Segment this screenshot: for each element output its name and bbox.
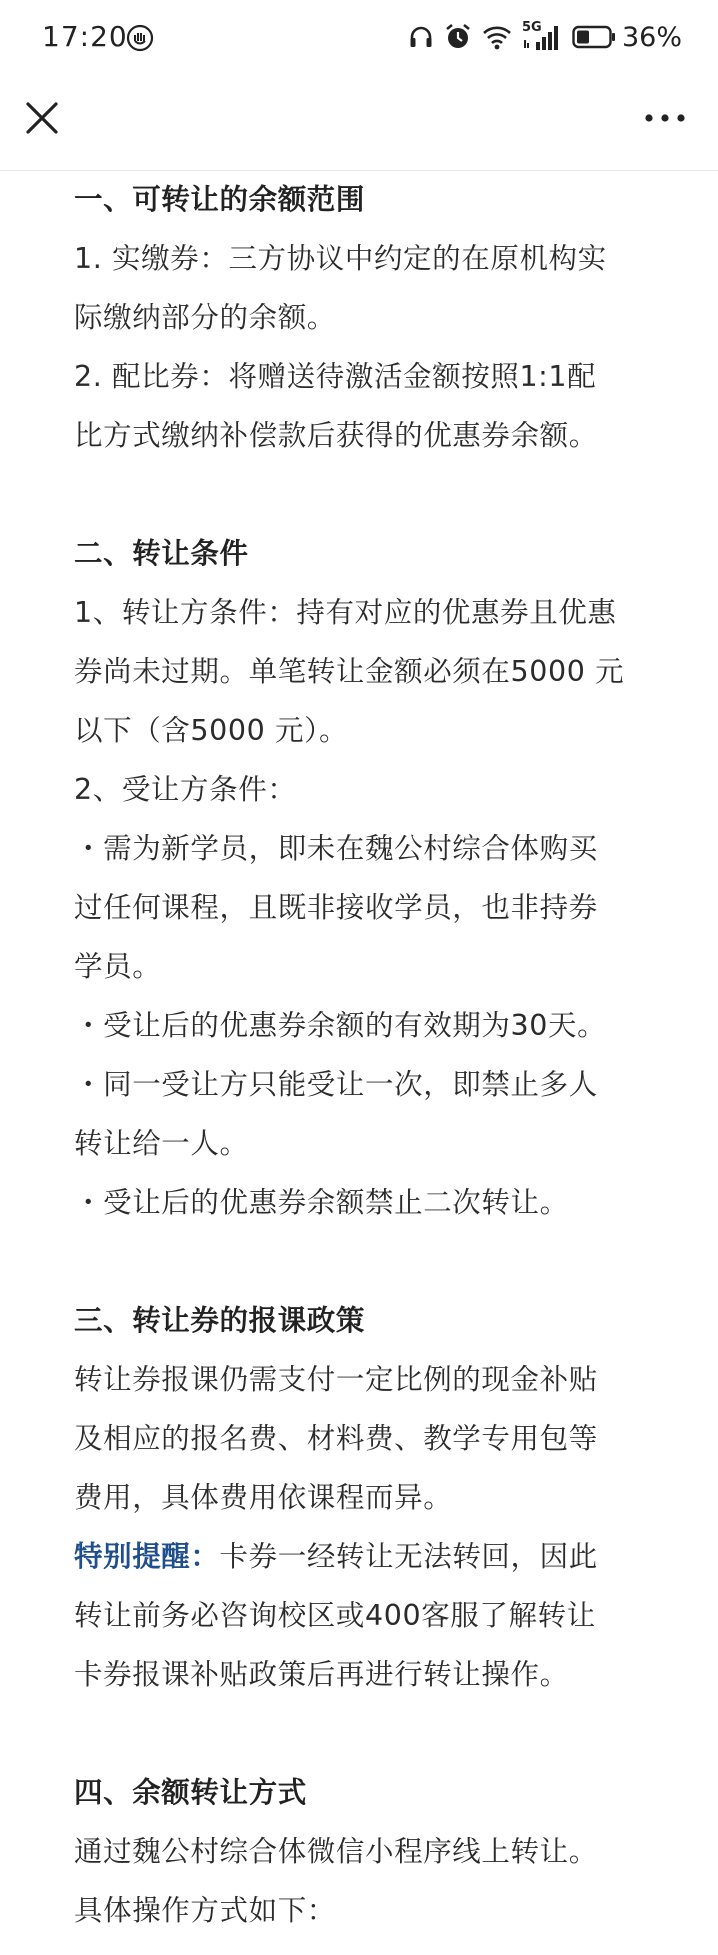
article-content <box>74 170 664 1940</box>
section-heading-2: 二、转让条件 <box>74 537 249 570</box>
paragraph-line: 际缴纳部分的余额。 <box>74 301 336 334</box>
more-button[interactable] <box>640 98 690 138</box>
signal-icon <box>522 22 562 52</box>
headphones-icon <box>408 24 434 50</box>
paragraph-line: 2、受让方条件： <box>74 773 297 806</box>
paragraph-line: 1. 实缴券：三方协议中约定的在原机构实 <box>74 242 607 275</box>
more-icon <box>640 98 690 138</box>
reminder-line <box>74 1527 664 1586</box>
paragraph-line: ・需为新学员，即未在魏公村综合体购买 <box>74 832 598 865</box>
paragraph-line: ・受让后的优惠券余额禁止二次转让。 <box>74 1186 569 1219</box>
paragraph-line: 以下（含5000 元）。 <box>74 714 349 747</box>
close-icon <box>22 98 62 138</box>
paragraph-line: 2. 配比券：将赠送待激活金额按照1:1配 <box>74 360 597 393</box>
status-bar <box>0 0 718 78</box>
paragraph-line: 过任何课程，且既非接收学员，也非持券 <box>74 891 598 924</box>
paragraph-line: 卡券报课补贴政策后再进行转让操作。 <box>74 1658 569 1691</box>
nav-bar <box>0 78 718 171</box>
paragraph-line: 转让券报课仍需支付一定比例的现金补贴 <box>74 1363 598 1396</box>
paragraph-line: ・受让后的优惠券余额的有效期为30天。 <box>74 1009 607 1042</box>
network-type: 5G <box>521 20 542 35</box>
paragraph-line: 费用，具体费用依课程而异。 <box>74 1481 453 1514</box>
close-button[interactable] <box>22 98 62 138</box>
section-heading-1: 一、可转让的余额范围 <box>74 183 366 216</box>
paragraph-line: ・同一受让方只能受让一次，即禁止多人 <box>74 1068 598 1101</box>
reminder-text: 卡券一经转让无法转回，因此 <box>219 1540 598 1573</box>
status-icons <box>398 18 682 56</box>
paragraph-line: 转让给一人。 <box>74 1127 249 1160</box>
battery-icon <box>572 25 616 49</box>
spacer <box>74 1704 664 1763</box>
paragraph-line: 转让前务必咨询校区或400客服了解转让 <box>74 1599 596 1632</box>
section-heading-4: 四、余额转让方式 <box>74 1776 307 1809</box>
paragraph-line: 券尚未过期。单笔转让金额必须在5000 元 <box>74 655 625 688</box>
paragraph-line: 具体操作方式如下： <box>74 1894 336 1927</box>
paragraph-line: 及相应的报名费、材料费、教学专用包等 <box>74 1422 598 1455</box>
status-time: 17:20 <box>42 20 128 53</box>
paragraph-line: 通过魏公村综合体微信小程序线上转让。 <box>74 1835 598 1868</box>
spacer <box>74 1232 664 1291</box>
alarm-icon <box>444 23 472 51</box>
spacer <box>74 465 664 524</box>
section-heading-3: 三、转让券的报课政策 <box>74 1304 366 1337</box>
notification-icon <box>126 24 154 52</box>
reminder-label: 特别提醒： <box>74 1540 220 1573</box>
battery-percentage: 36% <box>621 21 682 53</box>
paragraph-line: 比方式缴纳补偿款后获得的优惠券余额。 <box>74 419 598 452</box>
wifi-icon <box>482 24 512 50</box>
paragraph-line: 1、转让方条件：持有对应的优惠券且优惠 <box>74 596 617 629</box>
paragraph-line: 学员。 <box>74 950 162 983</box>
